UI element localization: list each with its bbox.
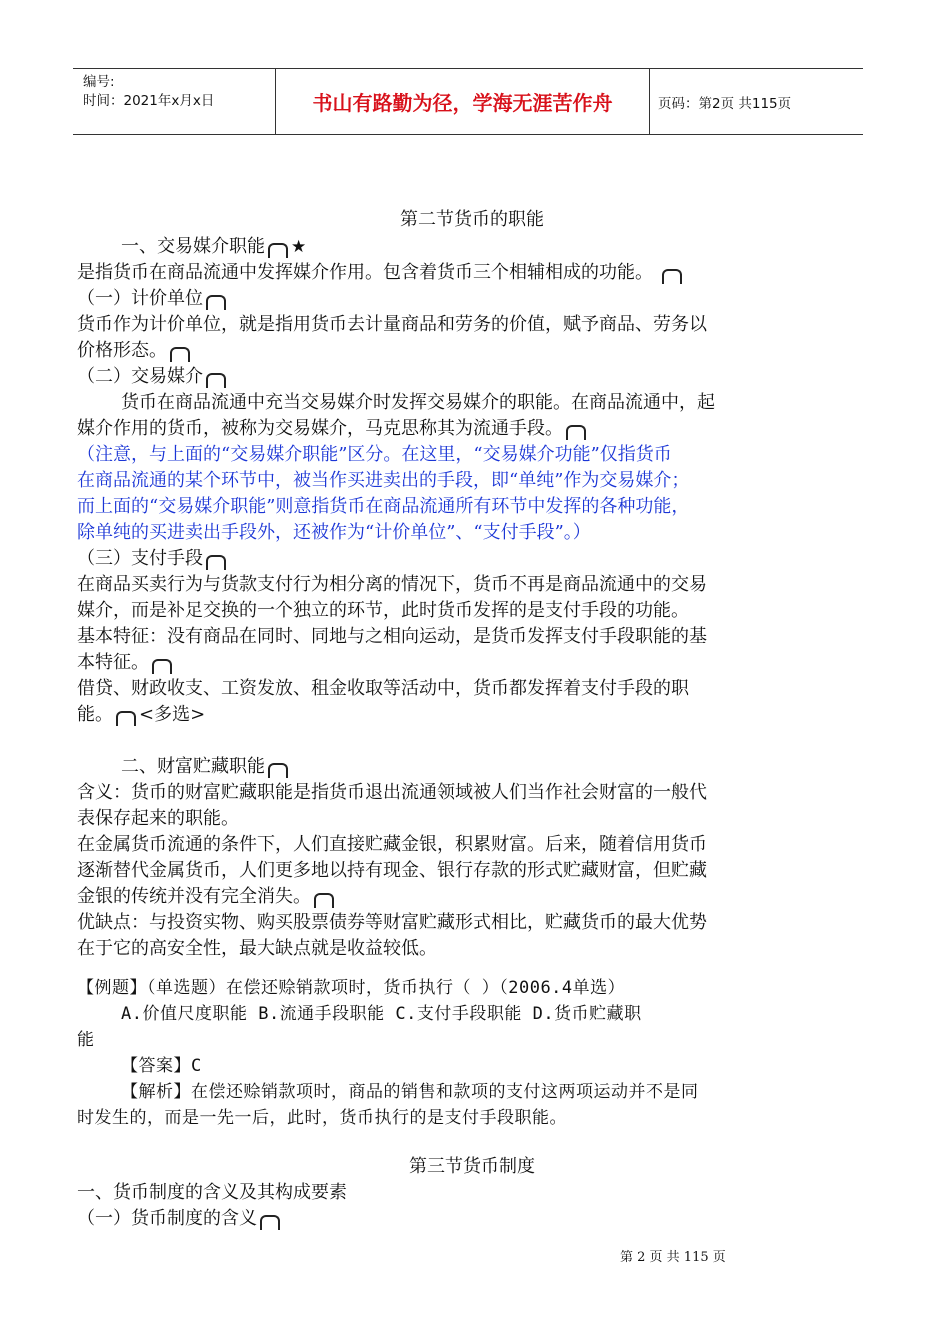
paragraph-text: 能。 xyxy=(77,704,113,725)
paragraph xyxy=(77,884,337,910)
paragraph-text: 价格形态。 xyxy=(77,340,167,361)
heading-text: 一、交易媒介职能 xyxy=(121,236,265,257)
edit-mark-icon xyxy=(206,555,226,566)
edit-mark-icon xyxy=(116,711,136,722)
section-3-title: 第三节货币制度 xyxy=(409,1156,535,1177)
edit-mark-icon xyxy=(662,269,682,280)
paragraph: 优缺点：与投资实物、购买股票债券等财富贮藏形式相比，贮藏货币的最大优势 xyxy=(77,912,707,933)
header-meta xyxy=(73,69,276,134)
header-table xyxy=(73,68,863,135)
paragraph-text: 金银的传统并没有完全消失。 xyxy=(77,886,311,907)
heading-store-of-value xyxy=(121,754,291,780)
edit-mark-icon xyxy=(206,373,226,384)
edit-mark-icon xyxy=(260,1215,280,1226)
document-time-label: 时间：2021年x月x日 xyxy=(83,93,215,109)
note-line: （注意，与上面的“交易媒介职能”区分。在这里，“交易媒介功能”仅指货币 xyxy=(77,444,672,465)
star-icon: ★ xyxy=(291,237,307,257)
example-options-cont: 能 xyxy=(77,1030,95,1050)
edit-mark-icon xyxy=(314,893,334,904)
subheading-unit-of-account xyxy=(77,286,229,312)
paragraph: 表保存起来的职能。 xyxy=(77,808,239,829)
paragraph-text: 本特征。 xyxy=(77,652,149,673)
example-question: 【例题】（单选题）在偿还赊销款项时，货币执行（ ）（2006.4单选） xyxy=(77,978,626,998)
edit-mark-icon xyxy=(170,347,190,358)
paragraph xyxy=(77,650,175,676)
paragraph xyxy=(77,260,685,286)
note-line: 而上面的“交易媒介职能”则意指货币在商品流通所有环节中发挥的各种功能， xyxy=(77,496,690,517)
subheading-text: （二）交易媒介 xyxy=(77,366,203,387)
paragraph xyxy=(77,416,589,442)
paragraph: 货币在商品流通中充当交易媒介时发挥交易媒介的职能。在商品流通中，起 xyxy=(121,392,715,413)
edit-mark-icon xyxy=(268,243,288,254)
paragraph: 逐渐替代金属货币，人们更多地以持有现金、银行存款的形式贮藏财富，但贮藏 xyxy=(77,860,707,881)
example-options: A.价值尺度职能 B.流通手段职能 C.支付手段职能 D.货币贮藏职 xyxy=(121,1004,642,1024)
subheading-monetary-system-meaning xyxy=(77,1206,283,1232)
edit-mark-icon xyxy=(152,659,172,670)
paragraph: 含义：货币的财富贮藏职能是指货币退出流通领域被人们当作社会财富的一般代 xyxy=(77,782,707,803)
subheading-text: （三）支付手段 xyxy=(77,548,203,569)
example-explanation: 时发生的，而是一先一后，此时，货币执行的是支付手段职能。 xyxy=(77,1108,567,1128)
note-line: 在商品流通的某个环节中，被当作买进卖出的手段，即“单纯”作为交易媒介； xyxy=(77,470,690,491)
edit-mark-icon xyxy=(206,295,226,306)
edit-mark-icon xyxy=(566,425,586,436)
edit-mark-icon xyxy=(268,763,288,774)
paragraph-text: 媒介作用的货币，被称为交易媒介，马克思称其为流通手段。 xyxy=(77,418,563,439)
heading-exchange-medium xyxy=(121,234,306,260)
paragraph: 借贷、财政收支、工资发放、租金收取等活动中，货币都发挥着支付手段的职 xyxy=(77,678,689,699)
paragraph: 在商品买卖行为与货款支付行为相分离的情况下，货币不再是商品流通中的交易 xyxy=(77,574,707,595)
heading-text: 二、财富贮藏职能 xyxy=(121,756,265,777)
multi-choice-tag: <多选> xyxy=(139,704,206,725)
paragraph xyxy=(77,702,205,728)
subheading-exchange-medium xyxy=(77,364,229,390)
header-motto: 书山有路勤为径，学海无涯苦作舟 xyxy=(276,69,650,134)
example-answer: 【答案】C xyxy=(121,1056,202,1076)
heading-monetary-system: 一、货币制度的含义及其构成要素 xyxy=(77,1182,347,1203)
paragraph: 货币作为计价单位，就是指用货币去计量商品和劳务的价值，赋予商品、劳务以 xyxy=(77,314,707,335)
paragraph: 在于它的高安全性，最大缺点就是收益较低。 xyxy=(77,938,437,959)
example-explanation: 【解析】在偿还赊销款项时，商品的销售和款项的支付这两项运动并不是同 xyxy=(121,1082,699,1102)
paragraph: 基本特征：没有商品在同时、同地与之相向运动，是货币发挥支付手段职能的基 xyxy=(77,626,707,647)
subheading-means-of-payment xyxy=(77,546,229,572)
subheading-text: （一）货币制度的含义 xyxy=(77,1208,257,1229)
paragraph: 在金属货币流通的条件下，人们直接贮藏金银，积累财富。后来，随着信用货币 xyxy=(77,834,707,855)
note-line: 除单纯的买进卖出手段外，还被作为“计价单位”、“支付手段”。） xyxy=(77,522,591,543)
paragraph: 媒介，而是补足交换的一个独立的环节，此时货币发挥的是支付手段的功能。 xyxy=(77,600,689,621)
document-number-label: 编号: xyxy=(83,74,115,90)
page-footer: 第 2 页 共 115 页 xyxy=(620,1250,726,1265)
paragraph-text: 是指货币在商品流通中发挥媒介作用。包含着货币三个相辅相成的功能。 xyxy=(77,262,653,283)
paragraph xyxy=(77,338,193,364)
section-2-title: 第二节货币的职能 xyxy=(400,209,544,230)
subheading-text: （一）计价单位 xyxy=(77,288,203,309)
header-page-info: 页码：第2页 共115页 xyxy=(658,95,792,112)
